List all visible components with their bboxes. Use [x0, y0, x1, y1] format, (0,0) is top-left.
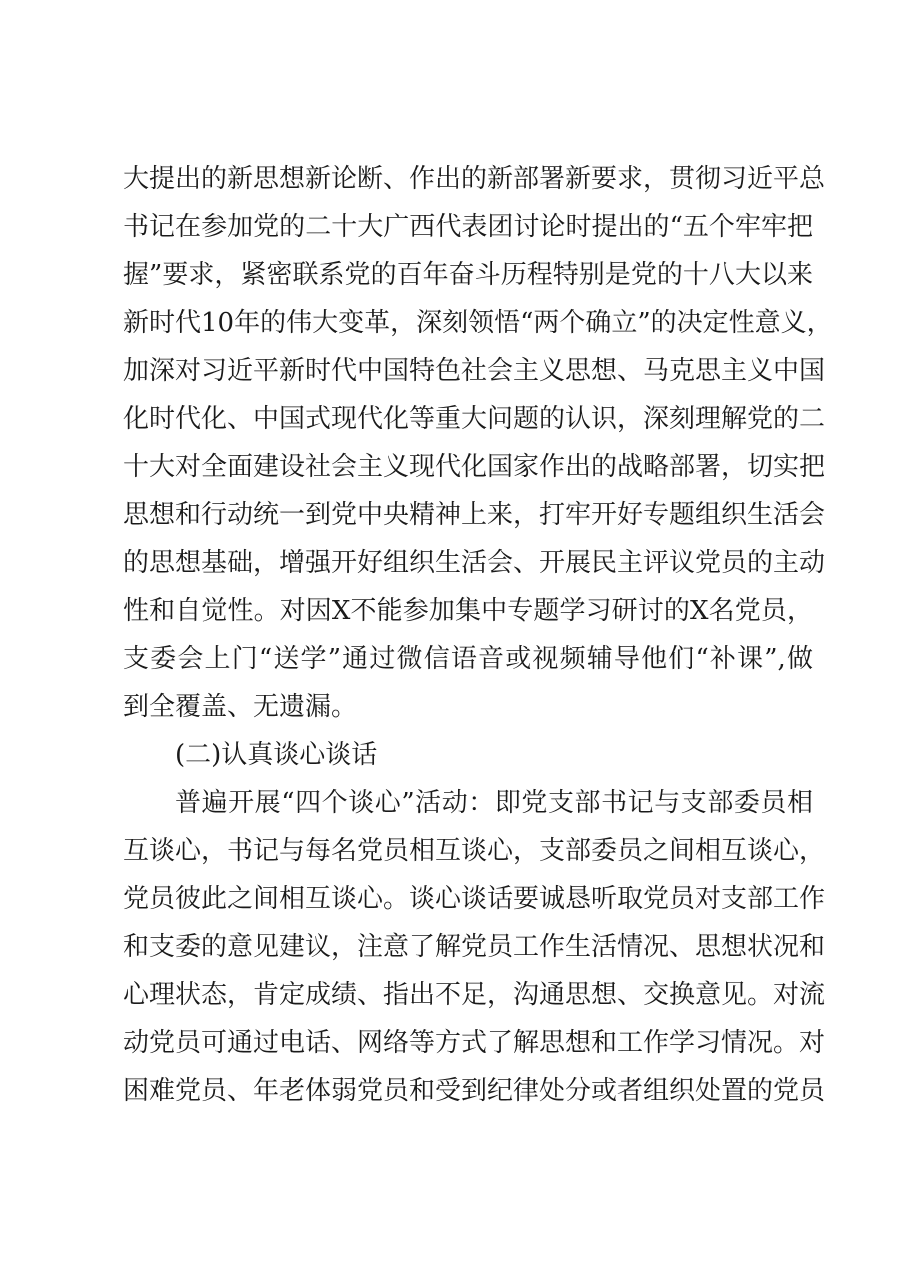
- text-line: 支委会上门“送学”通过微信语音或视频辅导他们“补课”,做: [123, 644, 813, 674]
- text-line: 的思想基础，增强开好组织生活会、开展民主评议党员的主动: [123, 548, 826, 578]
- text-line: 到全覆盖、无遗漏。: [123, 692, 358, 722]
- text-line: 性和自觉性。对因X不能参加集中专题学习研讨的X名党员，: [123, 596, 813, 626]
- text-line: 化时代化、中国式现代化等重大问题的认识，深刻理解党的二: [123, 404, 826, 434]
- text-line: 互谈心，书记与每名党员相互谈心，支部委员之间相互谈心，: [123, 836, 826, 866]
- text-line: 思想和行动统一到党中央精神上来，打牢开好专题组织生活会: [123, 500, 826, 530]
- text-line: 心理状态，肯定成绩、指出不足，沟通思想、交换意见。对流: [123, 980, 826, 1010]
- text-line: 握”要求，紧密联系党的百年奋斗历程特别是党的十八大以来: [123, 260, 813, 290]
- text-line: 十大对全面建设社会主义现代化国家作出的战略部署，切实把: [123, 452, 826, 482]
- paragraph-talks: [123, 779, 826, 1115]
- text-line: 党员彼此之间相互谈心。谈心谈话要诚恳听取党员对支部工作: [123, 884, 826, 914]
- text-line: 和支委的意见建议，注意了解党员工作生活情况、思想状况和: [123, 932, 826, 962]
- text-line: 加深对习近平新时代中国特色社会主义思想、马克思主义中国: [123, 356, 826, 386]
- text-line: 动党员可通过电话、网络等方式了解思想和工作学习情况。对: [123, 1028, 826, 1058]
- section-heading: (二)认真谈心谈话: [175, 740, 378, 770]
- text-line: 书记在参加党的二十大广西代表团讨论时提出的“五个牢牢把: [123, 212, 813, 242]
- text-line: 大提出的新思想新论断、作出的新部署新要求，贯彻习近平总: [123, 164, 826, 194]
- text-line: 新时代10年的伟大变革，深刻领悟“两个确立”的决定性意义，: [123, 308, 833, 338]
- text-line: 普遍开展“四个谈心”活动：即党支部书记与支部委员相: [175, 788, 813, 818]
- text-line: 困难党员、年老体弱党员和受到纪律处分或者组织处置的党员: [123, 1076, 826, 1106]
- document-body: [123, 155, 833, 1115]
- paragraph-continuation: [123, 155, 833, 731]
